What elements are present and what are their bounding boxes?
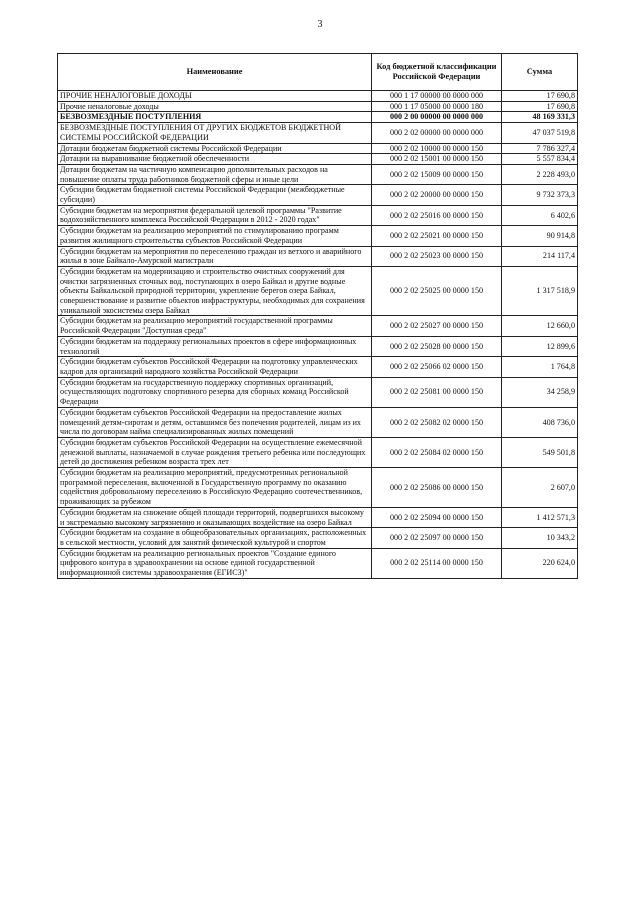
- row-code: 000 1 17 05000 00 0000 180: [372, 101, 502, 112]
- budget-revenue-table: [57, 53, 578, 579]
- row-code: 000 2 02 10000 00 0000 150: [372, 143, 502, 154]
- row-name: Субсидии бюджетам на создание в общеобразовательных организациях, расположенных в сельской местности, условий для занятий физической культурой и спортом: [58, 528, 372, 548]
- row-name: БЕЗВОЗМЕЗДНЫЕ ПОСТУПЛЕНИЯ ОТ ДРУГИХ БЮДЖЕТОВ БЮДЖЕТНОЙ СИСТЕМЫ РОССИЙСКОЙ ФЕДЕРАЦИИ: [58, 123, 372, 143]
- row-name: Субсидии бюджетам на реализацию мероприятий по стимулированию программ развития жилищного строительства субъектов Российской Федерации: [58, 226, 372, 246]
- row-name: Прочие неналоговые доходы: [58, 101, 372, 112]
- table-row: [58, 468, 578, 508]
- table-row: [58, 246, 578, 266]
- table-row: [58, 185, 578, 205]
- row-sum: 7 786 327,4: [502, 143, 578, 154]
- table-row: [58, 154, 578, 165]
- row-name: Дотации бюджетам бюджетной системы Российской Федерации: [58, 143, 372, 154]
- row-name: Субсидии бюджетам на поддержку региональных проектов в сфере информационных технологий: [58, 336, 372, 356]
- row-code: 000 2 02 25082 02 0000 150: [372, 407, 502, 437]
- row-code: 000 2 02 25023 00 0000 150: [372, 246, 502, 266]
- row-name: Дотации бюджетам на частичную компенсацию дополнительных расходов на повышение оплаты труда работников бюджетной сферы и иные цели: [58, 164, 372, 184]
- table-row: [58, 143, 578, 154]
- table-row: [58, 112, 578, 123]
- row-sum: 214 117,4: [502, 246, 578, 266]
- row-sum: 9 732 373,3: [502, 185, 578, 205]
- row-code: 000 2 02 25086 00 0000 150: [372, 468, 502, 508]
- row-name: Субсидии бюджетам субъектов Российской Федерации на осуществление ежемесячной денежной выплаты, назначаемой в случае рождения третьего ребенка или последующих детей до достижения ребенком возраста трех лет: [58, 437, 372, 467]
- row-code: 000 2 02 15009 00 0000 150: [372, 164, 502, 184]
- page-number: 3: [317, 19, 323, 30]
- row-name: Субсидии бюджетам на мероприятия по переселению граждан из ветхого и аварийного жилья в зоне Байкало-Амурской магистрали: [58, 246, 372, 266]
- row-sum: 12 899,6: [502, 336, 578, 356]
- row-name: БЕЗВОЗМЕЗДНЫЕ ПОСТУПЛЕНИЯ: [58, 112, 372, 123]
- row-code: 000 2 02 25021 00 0000 150: [372, 226, 502, 246]
- table-row: [58, 266, 578, 316]
- row-name: Субсидии бюджетам на реализацию мероприятий государственной программы Российской Федерации "Доступная среда": [58, 316, 372, 336]
- table-row: [58, 123, 578, 143]
- row-sum: 48 169 331,3: [502, 112, 578, 123]
- table-row: [58, 407, 578, 437]
- row-code: 000 2 00 00000 00 0000 000: [372, 112, 502, 123]
- row-name: Субсидии бюджетам на снижение общей площади территорий, подвергшихся высокому и экстремально высокому загрязнению и оказывающих воздействие на озеро Байкал: [58, 507, 372, 527]
- row-code: 000 2 02 20000 00 0000 150: [372, 185, 502, 205]
- row-sum: 10 343,2: [502, 528, 578, 548]
- row-code: 000 2 02 15001 00 0000 150: [372, 154, 502, 165]
- table-row: [58, 548, 578, 578]
- table-row: [58, 357, 578, 377]
- row-sum: 408 736,0: [502, 407, 578, 437]
- table-row: [58, 336, 578, 356]
- table-header-row: [58, 54, 578, 91]
- row-code: 000 2 02 25028 00 0000 150: [372, 336, 502, 356]
- row-name: Субсидии бюджетам на мероприятия федеральной целевой программы "Развитие водохозяйственного комплекса Российской Федерации в 2012 - 2020 годах": [58, 205, 372, 225]
- table-body: [58, 91, 578, 579]
- row-code: 000 2 02 00000 00 0000 000: [372, 123, 502, 143]
- table-row: [58, 316, 578, 336]
- row-name: Дотации на выравнивание бюджетной обеспеченности: [58, 154, 372, 165]
- row-code: 000 2 02 25094 00 0000 150: [372, 507, 502, 527]
- table-row: [58, 101, 578, 112]
- row-code: 000 2 02 25066 02 0000 150: [372, 357, 502, 377]
- row-sum: 1 317 518,9: [502, 266, 578, 316]
- row-code: 000 2 02 25027 00 0000 150: [372, 316, 502, 336]
- table-row: [58, 226, 578, 246]
- header-name: Наименование: [58, 54, 372, 91]
- row-sum: 6 402,6: [502, 205, 578, 225]
- row-code: 000 2 02 25025 00 0000 150: [372, 266, 502, 316]
- row-name: Субсидии бюджетам субъектов Российской Федерации на подготовку управленческих кадров для организаций народного хозяйства Российской Федерации: [58, 357, 372, 377]
- table-row: [58, 528, 578, 548]
- table-row: [58, 164, 578, 184]
- row-sum: 549 501,8: [502, 437, 578, 467]
- row-name: Субсидии бюджетам бюджетной системы Российской Федерации (межбюджетные субсидии): [58, 185, 372, 205]
- row-sum: 2 228 493,0: [502, 164, 578, 184]
- row-sum: 17 690,8: [502, 101, 578, 112]
- row-sum: 47 037 519,8: [502, 123, 578, 143]
- row-sum: 34 258,9: [502, 377, 578, 407]
- table-row: [58, 91, 578, 102]
- table-row: [58, 507, 578, 527]
- row-code: 000 2 02 25097 00 0000 150: [372, 528, 502, 548]
- row-name: Субсидии бюджетам на реализацию мероприятий, предусмотренных региональной программой переселения, включенной в Государственную программу по оказанию содействия добровольному переселению в Российскую Федерацию соотечественников, проживающих за рубежом: [58, 468, 372, 508]
- row-name: ПРОЧИЕ НЕНАЛОГОВЫЕ ДОХОДЫ: [58, 91, 372, 102]
- header-code: Код бюджетной классификации Российской Федерации: [372, 54, 502, 91]
- table-row: [58, 437, 578, 467]
- row-sum: 90 914,8: [502, 226, 578, 246]
- header-sum: Сумма: [502, 54, 578, 91]
- row-sum: 1 764,8: [502, 357, 578, 377]
- row-sum: 1 412 571,3: [502, 507, 578, 527]
- table-row: [58, 377, 578, 407]
- row-code: 000 2 02 25016 00 0000 150: [372, 205, 502, 225]
- row-sum: 12 660,0: [502, 316, 578, 336]
- row-sum: 220 624,0: [502, 548, 578, 578]
- row-sum: 17 690,8: [502, 91, 578, 102]
- row-sum: 2 607,0: [502, 468, 578, 508]
- row-name: Субсидии бюджетам на модернизацию и строительство очистных сооружений для очистки загрязненных сточных вод, поступающих в озеро Байкал и другие водные объекты Байкальской природной территории, укрепление берегов озера Байкал, совершенствование и развитие объектов инфраструктуры, необходимых для сохранения уникальной экосистемы озера Байкал: [58, 266, 372, 316]
- row-code: 000 2 02 25081 00 0000 150: [372, 377, 502, 407]
- row-sum: 5 557 834,4: [502, 154, 578, 165]
- row-name: Субсидии бюджетам субъектов Российской Федерации на предоставление жилых помещений детям-сиротам и детям, оставшимся без попечения родителей, лицам из их числа по договорам найма специализированных жилых помещений: [58, 407, 372, 437]
- row-code: 000 1 17 00000 00 0000 000: [372, 91, 502, 102]
- row-name: Субсидии бюджетам на государственную поддержку спортивных организаций, осуществляющих подготовку спортивного резерва для сборных команд Российской Федерации: [58, 377, 372, 407]
- row-name: Субсидии бюджетам на реализацию региональных проектов "Создание единого цифрового контура в здравоохранении на основе единой государственной информационной системы здравоохранения (ЕГИСЗ)": [58, 548, 372, 578]
- row-code: 000 2 02 25084 02 0000 150: [372, 437, 502, 467]
- table-row: [58, 205, 578, 225]
- row-code: 000 2 02 25114 00 0000 150: [372, 548, 502, 578]
